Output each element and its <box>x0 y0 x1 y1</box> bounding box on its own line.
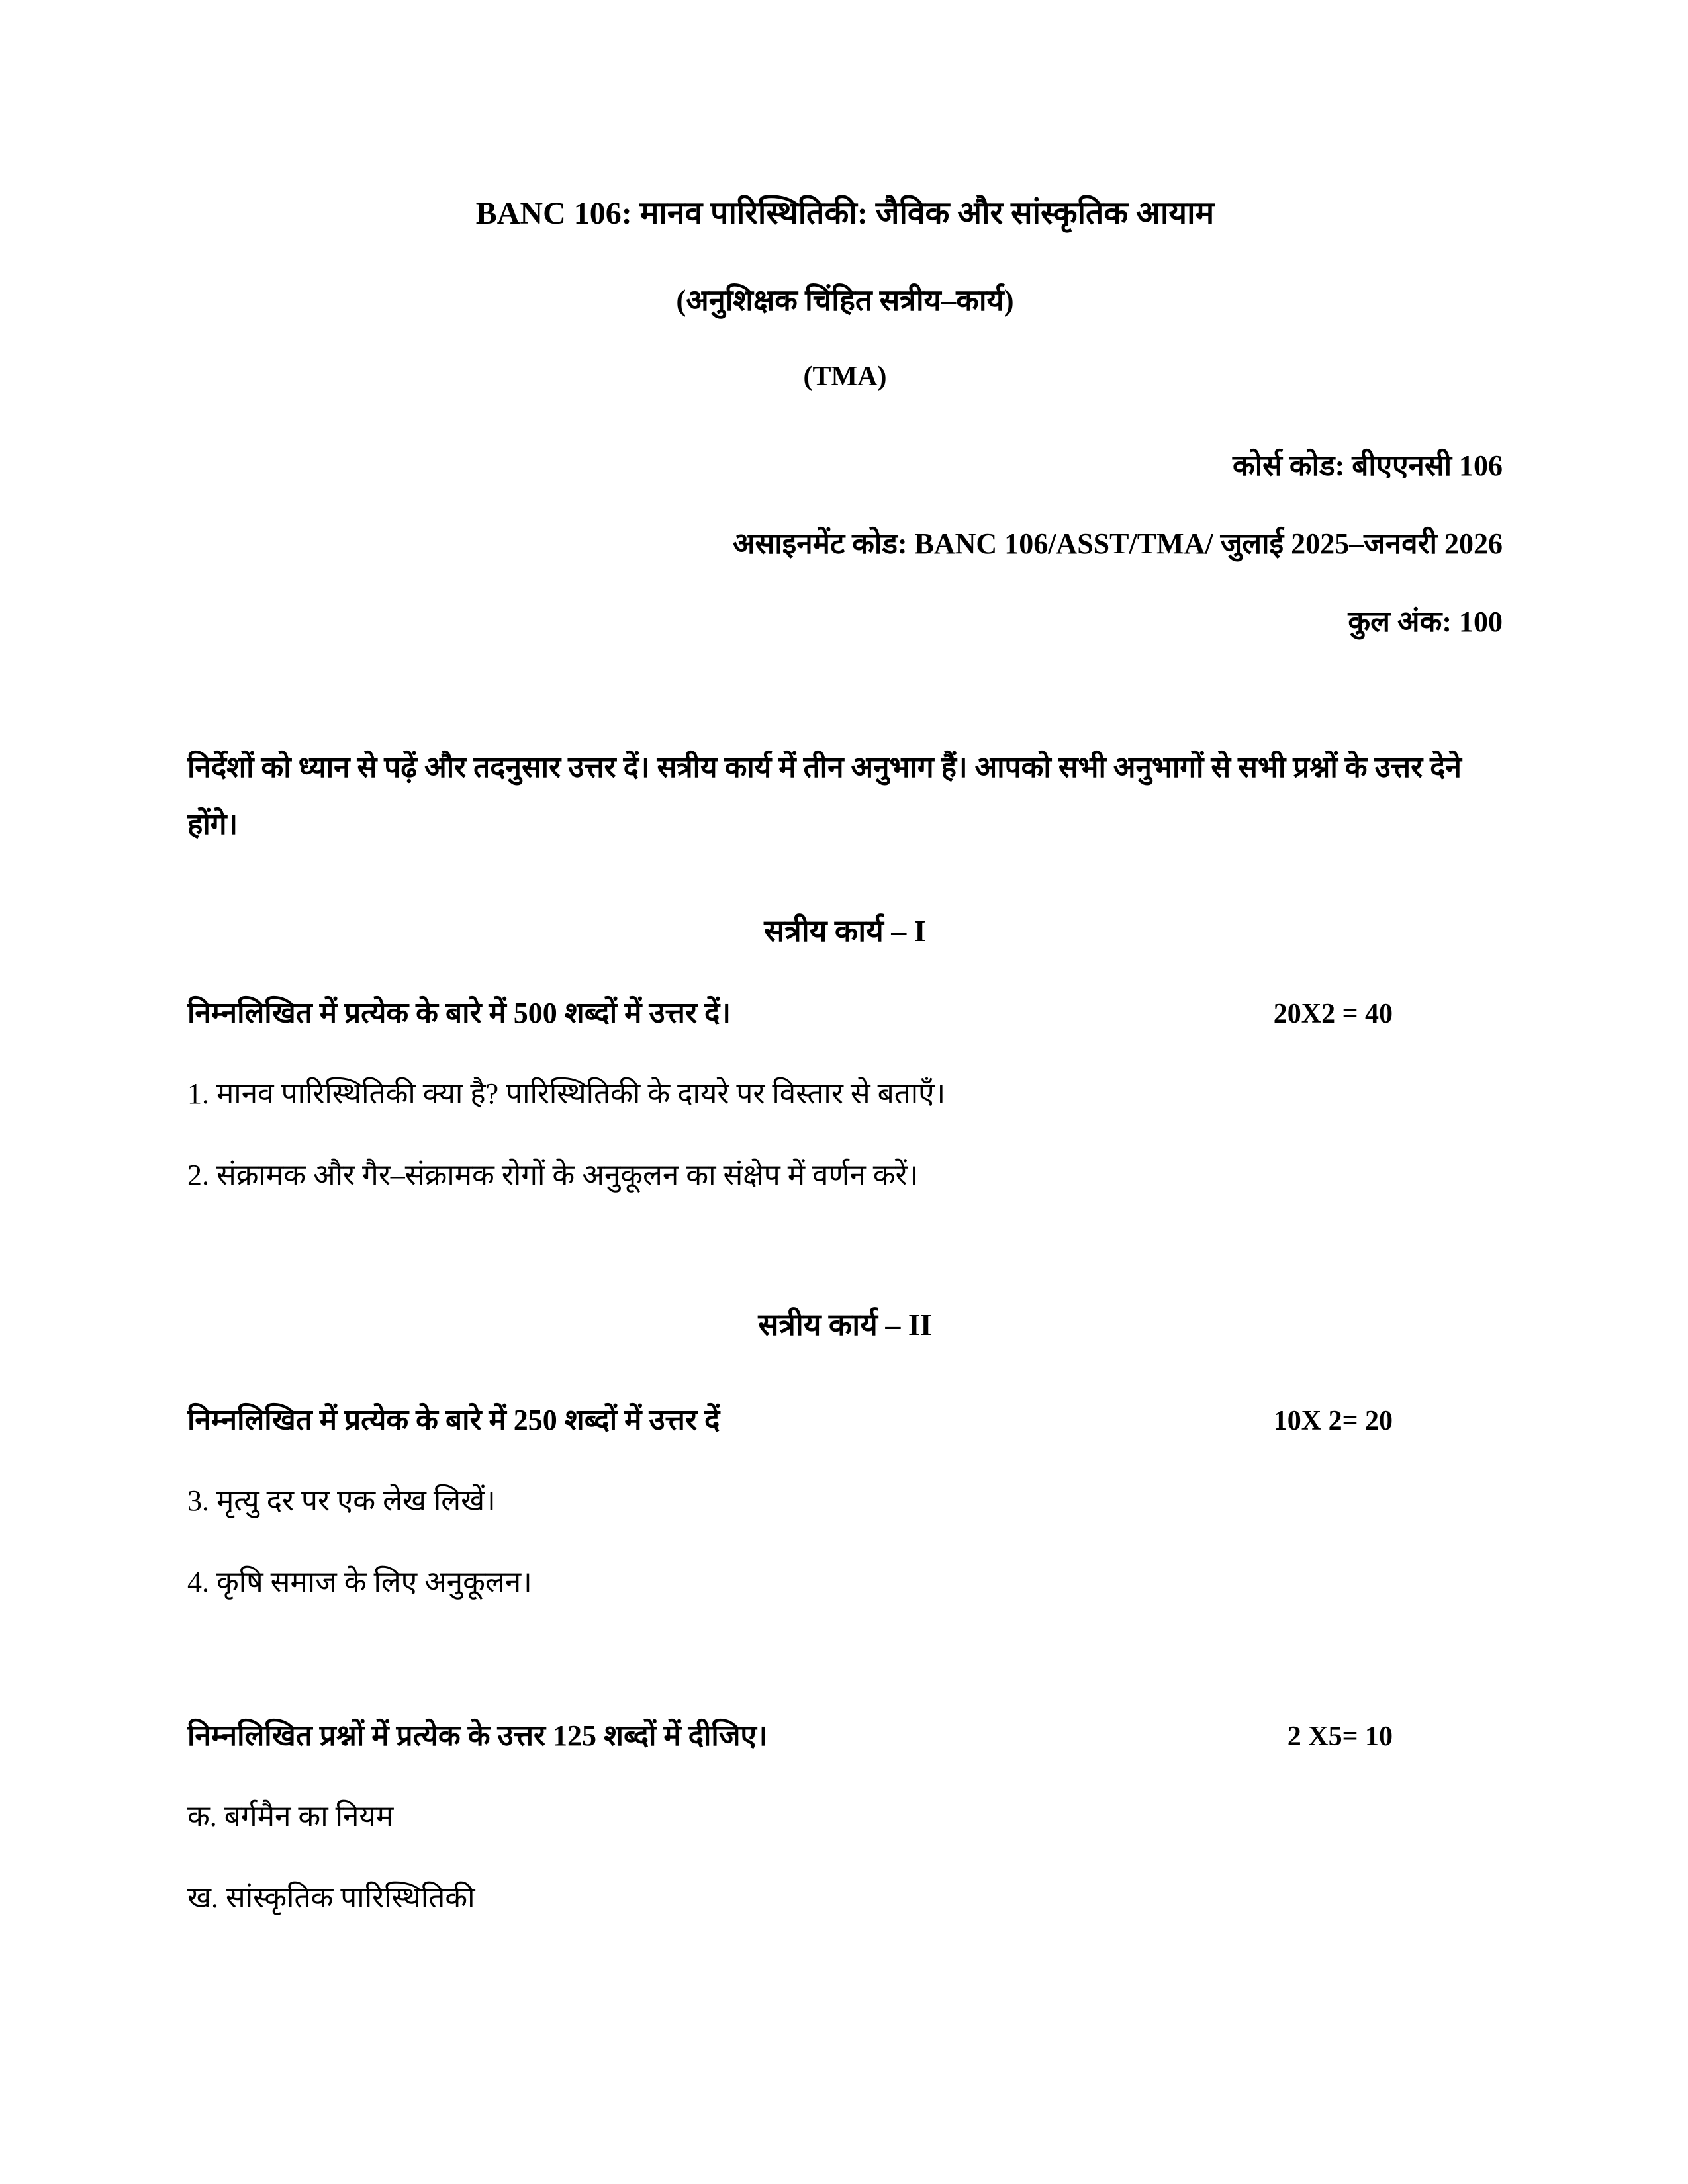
section-1-instruction-row <box>187 991 1503 1031</box>
section-3 <box>187 1714 1503 1917</box>
question-kha: ख. सांस्कृतिक पारिस्थितिकी <box>187 1881 475 1914</box>
section-2-marks: 10X 2= 20 <box>1273 1406 1393 1437</box>
section-1-marks: 20X2 = 40 <box>1273 998 1393 1029</box>
section-2-instruction-row <box>187 1398 1503 1438</box>
question-3: 3. मृत्यु दर पर एक लेख लिखें। <box>187 1484 496 1518</box>
tma-label: (TMA) <box>803 361 887 392</box>
assignment-code: असाइनमेंट कोड: BANC 106/ASST/TMA/ जुलाई 2025–जनवरी 2026 <box>732 527 1503 561</box>
course-code: कोर्स कोड: बीएएनसी 106 <box>1232 449 1503 482</box>
general-instructions: निर्देशों को ध्यान से पढ़ें और तदनुसार उत्तर दें। सत्रीय कार्य में तीन अनुभाग हैं। आपको सभी अनुभागों से सभी प्रश्नों के उत्तर देने होंगे। <box>187 751 1462 841</box>
section-3-marks: 2 X5= 10 <box>1287 1721 1393 1752</box>
header-code-block <box>187 444 1503 640</box>
section-1-instruction: निम्नलिखित में प्रत्येक के बारे में 500 शब्दों में उत्तर दें। <box>187 996 731 1029</box>
section-2-instruction: निम्नलिखित में प्रत्येक के बारे में 250 शब्दों में उत्तर दें <box>187 1404 720 1437</box>
section-1-heading: सत्रीय कार्य – I <box>764 913 926 948</box>
document-title: BANC 106: मानव पारिस्थितिकी: जैविक और सांस्कृतिक आयाम <box>475 196 1215 231</box>
section-3-instruction-row <box>187 1714 1503 1754</box>
section-2 <box>187 1303 1503 1601</box>
question-1: 1. मानव पारिस्थितिकी क्या है? पारिस्थितिकी के दायरे पर विस्तार से बताएँ। <box>187 1077 946 1110</box>
section-1 <box>187 909 1503 1194</box>
question-4: 4. कृषि समाज के लिए अनुकूलन। <box>187 1566 532 1599</box>
document-subtitle: (अनुशिक्षक चिंहित सत्रीय–कार्य) <box>676 284 1014 318</box>
section-2-heading: सत्रीय कार्य – II <box>758 1308 932 1342</box>
section-3-instruction: निम्नलिखित प्रश्नों में प्रत्येक के उत्तर 125 शब्दों में दीजिए। <box>187 1719 768 1752</box>
question-2: 2. संक्रामक और गैर–संक्रामक रोगों के अनुकूलन का संक्षेप में वर्णन करें। <box>187 1158 919 1191</box>
question-ka: क. बर्गमैन का नियम <box>187 1799 394 1833</box>
total-marks: कुल अंक: 100 <box>1348 606 1503 639</box>
